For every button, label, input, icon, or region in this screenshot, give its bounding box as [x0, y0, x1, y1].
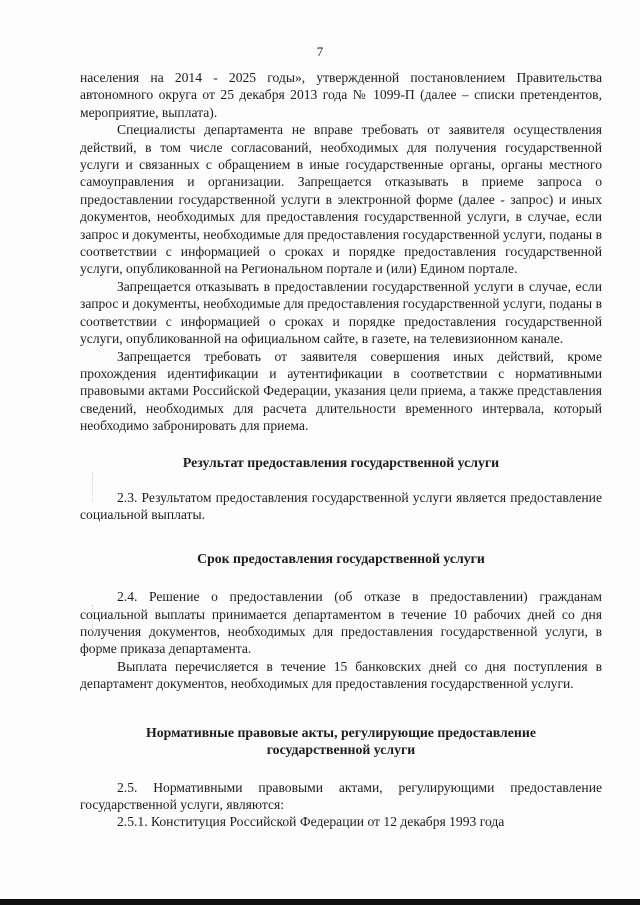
paragraph-continuation: населения на 2014 - 2025 годы», утвержденной постановлением Правительства автономного округа от 25 декабря 2013 года № 1099-П (далее – списки претендентов, мероприятие, выплата). [80, 70, 602, 120]
section-heading-result: Результат предоставления государственной услуги [182, 454, 500, 470]
page-number: 7 [316, 44, 324, 59]
section-heading-term: Срок предоставления государственной услуги [197, 550, 485, 566]
section-heading-legal-acts-line1: Нормативные правовые акты, регулирующие предоставление [146, 724, 536, 740]
scan-artifact [92, 605, 101, 635]
paragraph-2-3: 2.3. Результатом предоставления государственной услуги является предоставление социальной выплаты. [80, 489, 602, 523]
paragraph-payment: Выплата перечисляется в течение 15 банковских дней со дня поступления в департамент документов, необходимых для предоставления государственной услуги. [80, 658, 602, 692]
paragraph-requirement-prohibition: Запрещается требовать от заявителя совершения иных действий, кроме прохождения идентификации и аутентификации в соответствии с нормативными правовыми актами Российской Федерации, указания цели приема, а также представления сведений, необходимых для расчета длительности временного интервала, который необходимо забронировать для приема. [80, 348, 602, 434]
document-body [80, 69, 602, 831]
scan-bottom-edge [0, 899, 640, 905]
section-heading-legal-acts [80, 724, 602, 758]
paragraph-specialists: Специалисты департамента не вправе требовать от заявителя осуществления действий, в том числе согласований, необходимых для получения государственной услуги и связанных с обращением в иные государственные органы, органы местного самоуправления и организации. Запрещается отказывать в приеме запроса о предоставлении государственной услуги в электронной форме (далее - запрос) и иных документов, необходимых для предоставления государственной услуги, в случае, если запрос и документы, необходимые для предоставления государственной услуги, поданы в соответствии с информацией о сроках и порядке предоставления государственной услуги, опубликованной на Региональном портале и (или) Едином портале. [80, 122, 602, 277]
paragraph-2-5-1: 2.5.1. Конституция Российской Федерации от 12 декабря 1993 года [117, 814, 505, 830]
paragraph-refusal-prohibition: Запрещается отказывать в предоставлении государственной услуги в случае, если запрос и документы, необходимые для предоставления государственной услуги, поданы в соответствии с информацией о сроках и порядке предоставления государственной услуги, опубликованной на официальном сайте, в газете, на телевизионном канале. [80, 278, 602, 347]
paragraph-2-4: 2.4. Решение о предоставлении (об отказе в предоставлении) гражданам социальной выплаты принимается департаментом в течение 10 рабочих дней со дня получения документов, необходимых для предоставления государственной услуги, в форме приказа департамента. [80, 589, 602, 657]
paragraph-2-5: 2.5. Нормативными правовыми актами, регулирующими предоставление государственной услуги, являются: [80, 779, 602, 812]
section-heading-legal-acts-line2: государственной услуги [266, 741, 416, 757]
scan-artifact [92, 472, 101, 502]
